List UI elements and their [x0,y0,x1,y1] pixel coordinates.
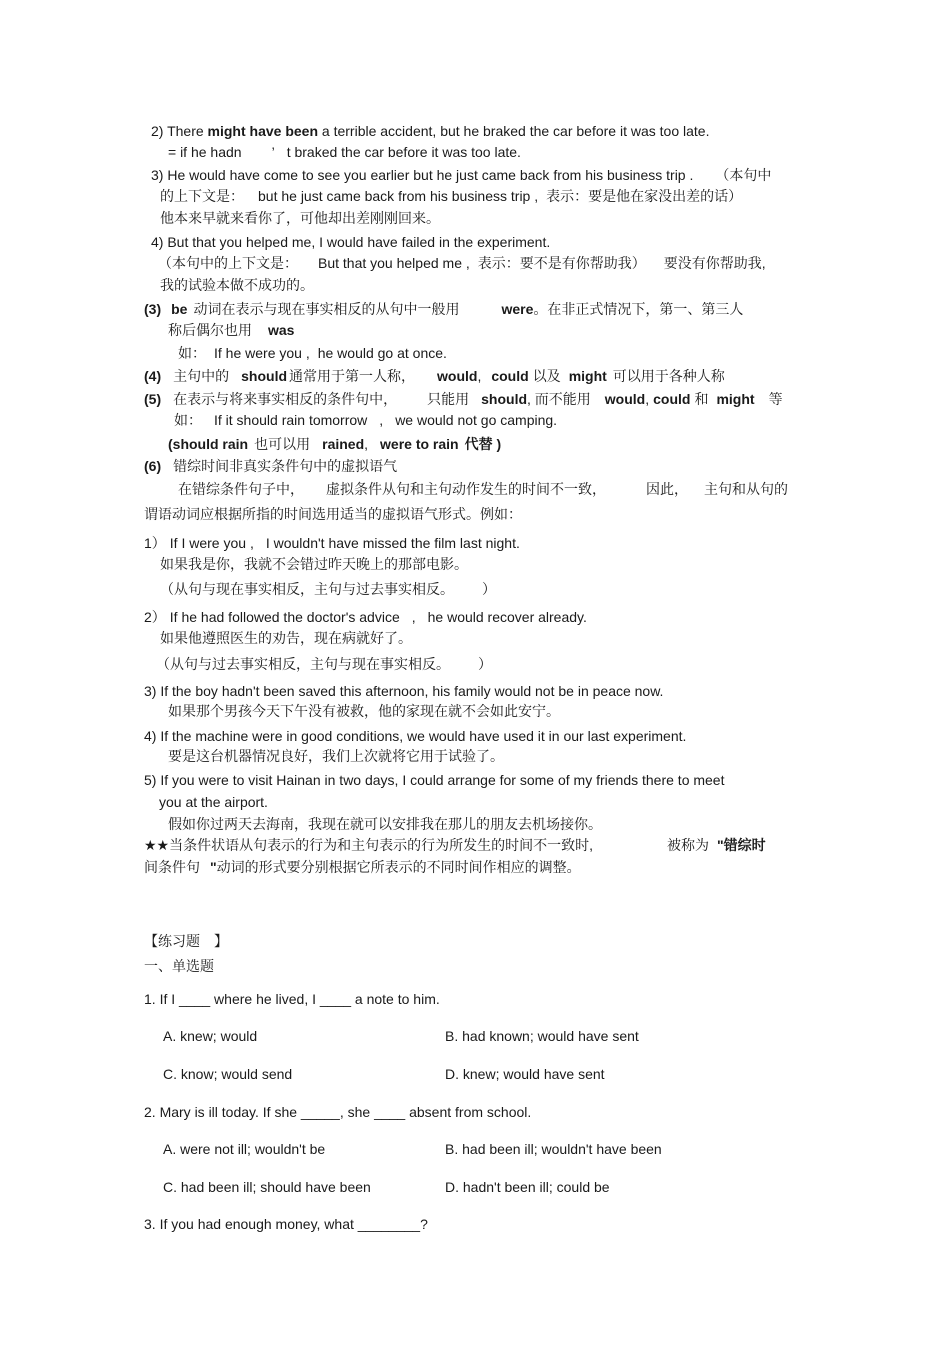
q1-option-b[interactable]: B. had known; would have sent [445,1028,639,1044]
rule-5-example: 如： If it should rain tomorrow , we would not go camping. [174,412,558,428]
rule-5: (5) 在表示与将来事实相反的条件句中， 只能用 should, 而不能用 would, could 和 might 等 [144,391,783,407]
practice-heading: 【练习题 】 [144,933,228,949]
q1-option-d[interactable]: D. knew; would have sent [445,1066,605,1082]
q1-option-a[interactable]: A. knew; would [163,1028,258,1044]
mixed-example-3-cn: 如果那个男孩今天下午没有被救，他的家现在就不会如此安宁。 [168,703,560,719]
mixed-example-3: 3) If the boy hadn't been saved this afternoon, his family would not be in peace now. [144,683,664,699]
example-3-line: 3) He would have come to see you earlier but he just came back from his business trip . （本句中 [151,167,772,183]
mixed-example-2-note: （从句与过去事实相反，主句与现在事实相反。 ） [156,656,492,672]
example-4-line: 4) But that you helped me, I would have failed in the experiment. [151,234,551,250]
q2-option-b[interactable]: B. had been ill; wouldn't have been [445,1141,662,1157]
rule-3-example: 如： If he were you , he would go at once. [178,345,447,361]
example-2-paraphrase: = if he hadn ’ t braked the car before it was too late. [168,144,521,160]
summary-note: ★★当条件状语从句表示的行为和主句表示的行为所发生的时间不一致时, 被称为 "错综时 [144,837,766,853]
bold-phrase: might have been [207,123,319,139]
q2-option-c[interactable]: C. had been ill; should have been [163,1179,371,1195]
rule-4: (4) 主句中的 should 通常用于第一人称， would, could 以及 might 可以用于各种人称 [144,368,725,384]
mixed-example-1-cn: 如果我是你，我就不会错过昨天晚上的那部电影。 [160,556,468,572]
question-1: 1. If I ____ where he lived, I ____ a note to him. [144,991,440,1007]
mixed-example-5: 5) If you were to visit Hainan in two days, I could arrange for some of my friends there to meet [144,772,725,788]
mixed-example-4: 4) If the machine were in good conditions, we would have used it in our last experiment. [144,728,687,744]
mixed-example-5-cn: 假如你过两天去海南，我现在就可以安排我在那儿的朋友去机场接你。 [168,816,602,832]
rule-6-para: 在错综条件句子中， 虚拟条件从句和主句动作发生的时间不一致， 因此， 主句和从句的 [178,481,788,497]
example-3-context: 的上下文是： but he just came back from his business trip , 表示：要是他在家没出差的话） [160,188,743,204]
example-3-translation: 他本来早就来看你了，可他却出差刚刚回来。 [160,210,440,226]
question-3: 3. If you had enough money, what ________? [144,1216,428,1232]
mixed-example-4-cn: 要是这台机器情况良好，我们上次就将它用于试验了。 [168,748,504,764]
example-2-line: 2) There might have been a terrible accident, but he braked the car before it was too late. [151,123,710,139]
mixed-example-1-note: （从句与现在事实相反，主句与过去事实相反。 ） [160,581,496,597]
q2-option-d[interactable]: D. hadn't been ill; could be [445,1179,610,1195]
rule-3-cont: 称后偶尔也用 was [168,322,295,338]
question-2: 2. Mary is ill today. If she _____, she ____ absent from school. [144,1104,532,1120]
example-4-context: （本句中的上下文是： But that you helped me , 表示：要不是有你帮助我） 要没有你帮助我, [158,255,766,271]
mixed-example-2: 2） If he had followed the doctor's advice , he would recover already. [144,609,587,625]
rule-6-title: (6) 错综时间非真实条件句中的虚拟语气 [144,458,398,474]
q2-option-a[interactable]: A. were not ill; wouldn't be [163,1141,326,1157]
example-4-translation: 我的试验本做不成功的。 [160,277,314,293]
section-heading: 一、单选题 [144,958,214,974]
summary-note-cont: 间条件句 "动词的形式要分别根据它所表示的不同时间作相应的调整。 [144,859,581,875]
mixed-example-2-cn: 如果他遵照医生的劝告，现在病就好了。 [160,630,412,646]
rule-3: (3) be 动词在表示与现在事实相反的从句中一般用 were。在非正式情况下，第一、第三人 [144,301,744,317]
rule-5-note: (should rain 也可以用 rained, were to rain 代替 ) [168,436,502,452]
mixed-example-1: 1） If I were you , I wouldn't have missed the film last night. [144,535,520,551]
mixed-example-5-cont: you at the airport. [159,794,268,810]
rule-6-para-cont: 谓语动词应根据所指的时间选用适当的虚拟语气形式。例如： [144,506,522,522]
q1-option-c[interactable]: C. know; would send [163,1066,293,1082]
